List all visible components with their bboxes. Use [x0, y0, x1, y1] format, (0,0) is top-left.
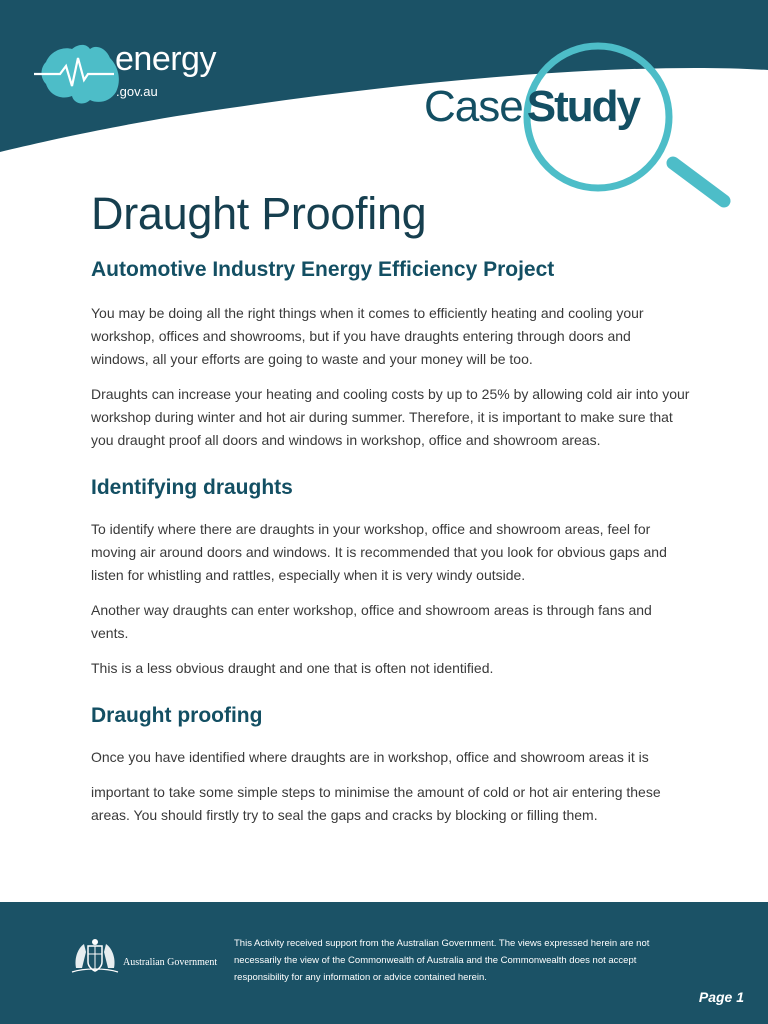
- section-paragraph: Once you have identified where draughts are in workshop, office and showroom areas it is: [91, 749, 649, 765]
- disclaimer-text: This Activity received support from the Australian Government. The views expressed herein are not necessarily the view of the Commonwealth of Australia and the Commonwealth does not accept responsibility for any information or advice contained herein.: [234, 938, 650, 983]
- study-word: Study: [526, 82, 639, 131]
- section-paragraph: This is a less obvious draught and one that is often not identified.: [91, 660, 494, 676]
- page-subtitle: Automotive Industry Energy Efficiency Project: [91, 258, 555, 281]
- coat-of-arms-icon: [68, 938, 122, 976]
- logo-wordmark: energy: [115, 40, 216, 78]
- page-footer: [0, 902, 768, 1024]
- page-number: Page 1: [698, 989, 744, 1005]
- intro-paragraph: You may be doing all the right things when it comes to efficiently heating and cooling your workshop, offices and showrooms, but if you have draughts entering through doors and windows, all your efforts are going to waste and your money will be too.: [91, 305, 644, 367]
- logo-domain: .gov.au: [116, 84, 158, 99]
- section-paragraph: Another way draughts can enter workshop, office and showroom areas is through fans and vents.: [91, 602, 652, 641]
- document-body: [91, 188, 691, 839]
- page-title: Draught Proofing: [91, 188, 427, 239]
- section-heading-proofing: Draught proofing: [91, 704, 263, 727]
- intro-paragraph: Draughts can increase your heating and cooling costs by up to 25% by allowing cold air into your workshop during winter and hot air during summer. Therefore, it is important to make sure that you draught proof all doors and windows in workshop, office and showroom areas.: [91, 386, 690, 448]
- section-paragraph: important to take some simple steps to minimise the amount of cold or hot air entering these areas. You should firstly try to seal the gaps and cracks by blocking or filling them.: [91, 784, 661, 823]
- case-study-heading: [424, 82, 639, 131]
- case-word: Case: [424, 82, 523, 131]
- section-heading-identifying: Identifying draughts: [91, 476, 293, 499]
- section-paragraph: To identify where there are draughts in your workshop, office and showroom areas, feel for moving air around doors and windows. It is recommended that you look for obvious gaps and listen for whistling and rattles, especially when it is very windy outside.: [91, 521, 667, 583]
- government-name: Australian Government: [123, 957, 218, 968]
